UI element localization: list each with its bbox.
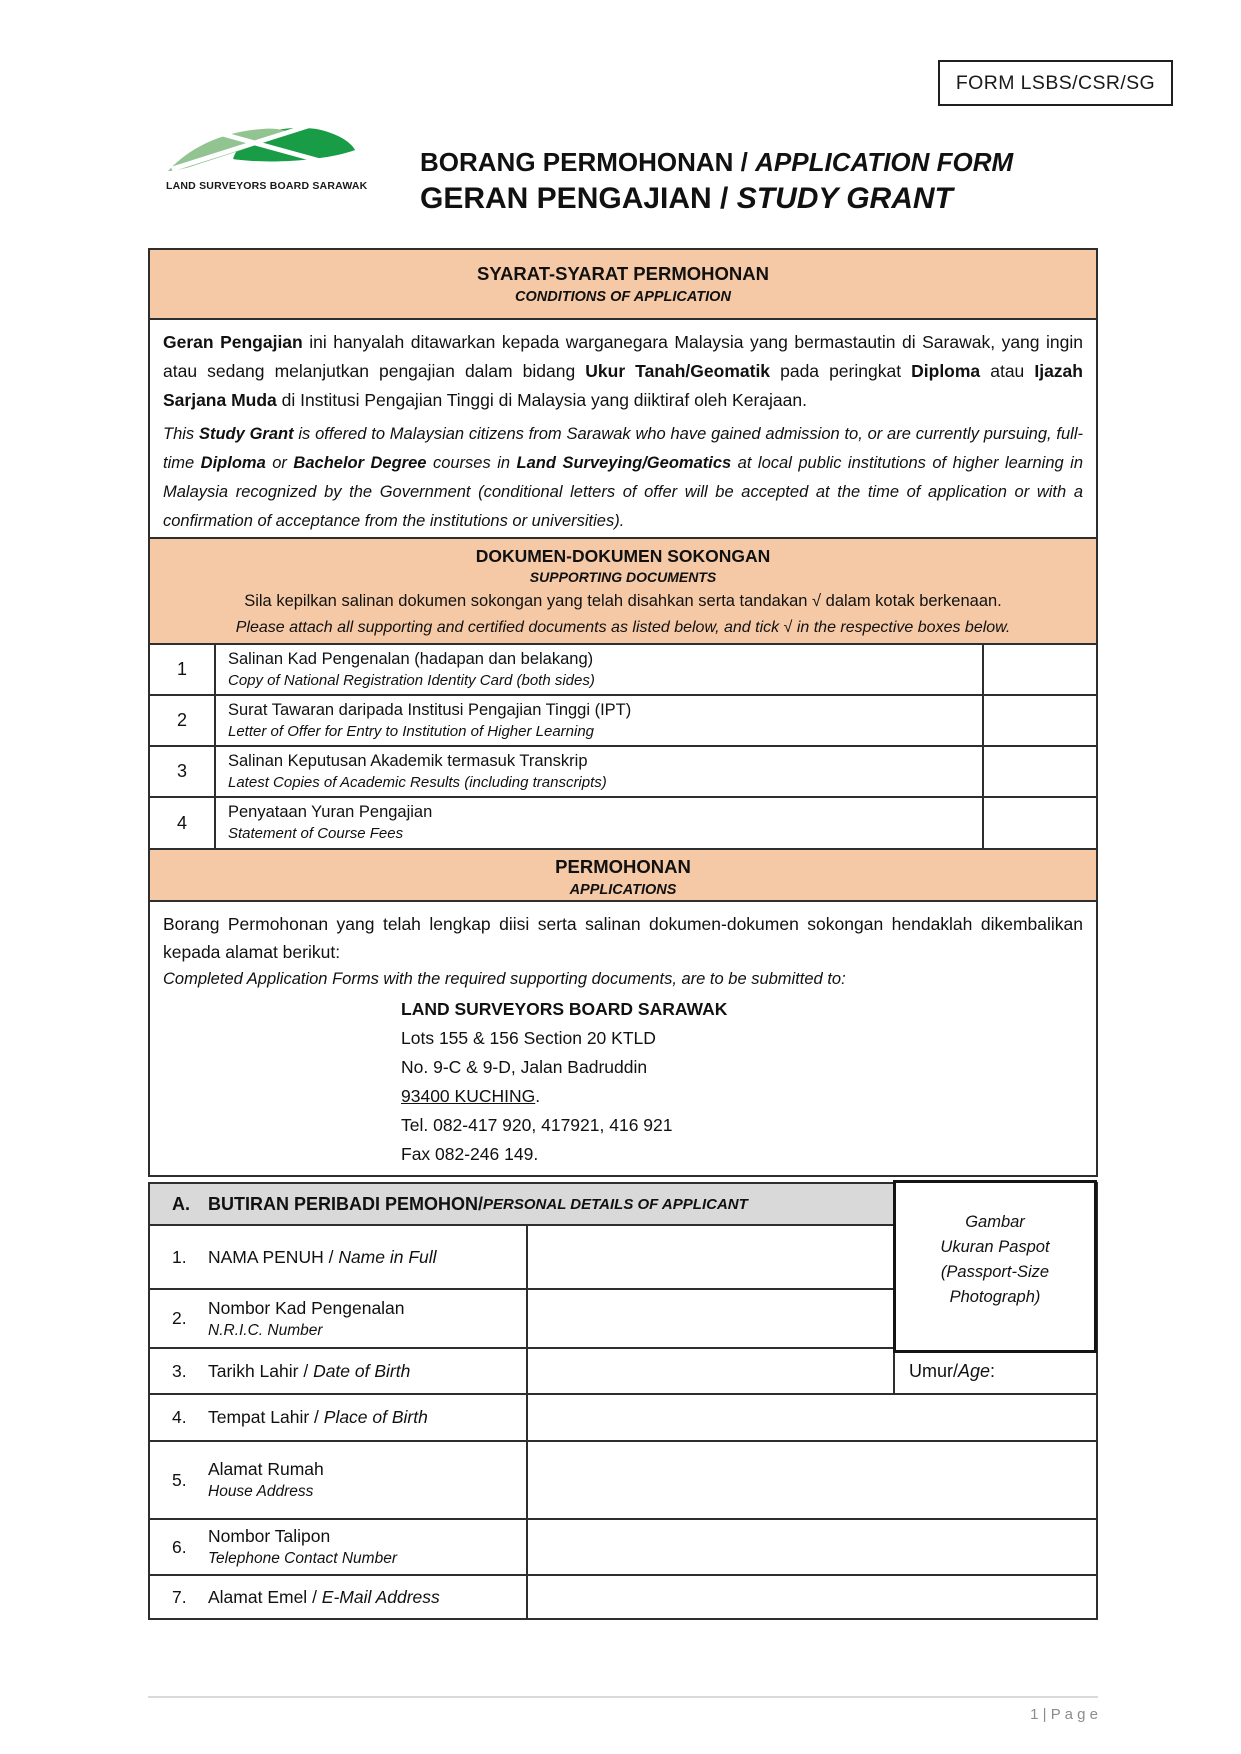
- title-line-2: [420, 179, 1013, 219]
- address-line-1: Lots 155 & 156 Section 20 KTLD: [401, 1028, 656, 1048]
- document-4-my: Penyataan Yuran Pengajian: [228, 803, 433, 821]
- document-4-number: 4: [150, 798, 216, 848]
- logo: [166, 120, 368, 192]
- telephone-number-input[interactable]: [528, 1520, 1096, 1574]
- address-name: LAND SURVEYORS BOARD SARAWAK: [401, 999, 728, 1019]
- field-row-telephone: [150, 1520, 1096, 1576]
- conditions-header-en: CONDITIONS OF APPLICATION: [515, 289, 731, 305]
- form-title: [420, 146, 1013, 219]
- title-line1-my: BORANG PERMOHONAN: [420, 147, 734, 177]
- field-3-label: 3. Tarikh Lahir / Date of Birth: [150, 1349, 528, 1393]
- title-line2-my: GERAN PENGAJIAN: [420, 182, 712, 215]
- section-a-title-en: PERSONAL DETAILS OF APPLICANT: [483, 1195, 748, 1213]
- address-city: 93400 KUCHING.: [401, 1086, 541, 1106]
- document-4-en: Statement of Course Fees: [228, 825, 404, 842]
- conditions-paragraph-my: Geran Pengajian ini hanyalah ditawarkan kepada warganegara Malaysia yang bermastautin di Sarawak, yang ingin atau sedang melanjutkan pengajian dalam bidang Ukur Tanah/Geomatik pada peringkat Diploma atau Ijazah Sarjana Muda di Institusi Pengajian Tinggi di Malaysia yang diiktiraf oleh Kerajaan.: [163, 332, 1083, 410]
- document-2-en: Letter of Offer for Entry to Institution of Higher Learning: [228, 723, 595, 740]
- field-7-number: 7.: [172, 1586, 187, 1607]
- field-row-pob: [150, 1395, 1096, 1442]
- age-label-en: Age: [958, 1360, 991, 1381]
- form-code-label: FORM LSBS/CSR/SG: [955, 71, 1156, 94]
- documents-header-my: DOKUMEN-DOKUMEN SOKONGAN: [475, 546, 771, 566]
- conditions-header: [150, 250, 1096, 320]
- field-1-number: 1.: [172, 1246, 187, 1267]
- document-3-en: Latest Copies of Academic Results (including transcripts): [228, 774, 607, 791]
- field-3-number: 3.: [172, 1360, 187, 1381]
- title-line2-sep: /: [711, 182, 737, 215]
- applications-paragraph-my: Borang Permohonan yang telah lengkap diisi serta salinan dokumen-dokumen sokongan hendaklah dikembalikan kepada alamat berikut:: [163, 914, 1083, 962]
- address-tel: Tel. 082-417 920, 417921, 416 921: [401, 1115, 673, 1135]
- document-4-description: [216, 798, 984, 848]
- field-2-number: 2.: [172, 1308, 187, 1328]
- personal-details-table: [148, 1182, 1098, 1620]
- document-2-my: Surat Tawaran daripada Institusi Pengajian Tinggi (IPT): [228, 701, 632, 719]
- applications-header-en: APPLICATIONS: [569, 882, 677, 898]
- title-line1-sep: /: [733, 147, 756, 177]
- document-1-tickbox[interactable]: [984, 645, 1096, 694]
- section-a-title-sep: /: [478, 1193, 484, 1214]
- email-address-input[interactable]: [528, 1576, 1096, 1618]
- section-a-title-my: BUTIRAN PERIBADI PEMOHON: [208, 1193, 479, 1214]
- document-1-en: Copy of National Registration Identity Card (both sides): [228, 672, 595, 689]
- place-of-birth-input[interactable]: [528, 1395, 1096, 1440]
- applications-paragraph-en: Completed Application Forms with the required supporting documents, are to be submitted to:: [163, 970, 846, 988]
- field-6-number: 6.: [172, 1536, 187, 1557]
- info-table: [148, 248, 1098, 1177]
- section-a-letter: A.: [172, 1193, 190, 1214]
- applications-header-my: PERMOHONAN: [555, 856, 691, 877]
- title-line2-en: STUDY GRANT: [736, 182, 953, 215]
- documents-header-en: SUPPORTING DOCUMENTS: [529, 569, 717, 585]
- documents-instruction-my: Sila kepilkan salinan dokumen sokongan yang telah disahkan serta tandakan √ dalam kotak berkenaan.: [244, 592, 1002, 610]
- document-1-description: [216, 645, 984, 694]
- field-row-dob: [150, 1349, 1096, 1395]
- house-address-input[interactable]: [528, 1442, 1096, 1518]
- field-1-label: 1. NAMA PENUH / Name in Full: [150, 1226, 528, 1288]
- document-3-tickbox[interactable]: [984, 747, 1096, 796]
- form-code-box: [938, 60, 1173, 106]
- age-cell[interactable]: [895, 1349, 1096, 1393]
- age-colon: :: [990, 1360, 996, 1381]
- document-row-2: [150, 696, 1096, 747]
- field-5-label: 5. Alamat Rumah House Address: [150, 1442, 528, 1518]
- lsbs-logo-icon: [166, 120, 358, 178]
- applications-header: [150, 850, 1096, 902]
- logo-text: LAND SURVEYORS BOARD SARAWAK: [166, 180, 368, 192]
- document-1-my: Salinan Kad Pengenalan (hadapan dan belakang): [228, 650, 594, 668]
- age-sep: /: [953, 1360, 959, 1381]
- age-label-my: Umur: [909, 1360, 953, 1381]
- field-row-email: [150, 1576, 1096, 1618]
- address-fax: Fax 082-246 149.: [401, 1144, 539, 1164]
- document-4-tickbox[interactable]: [984, 798, 1096, 848]
- document-3-number: 3: [150, 747, 216, 796]
- field-7-label: 7. Alamat Emel / E-Mail Address: [150, 1576, 528, 1618]
- document-row-4: [150, 798, 1096, 850]
- field-row-house-address: [150, 1442, 1096, 1520]
- document-2-tickbox[interactable]: [984, 696, 1096, 745]
- photo-box-line-1: Gambar: [965, 1212, 1025, 1231]
- passport-photo-box[interactable]: [893, 1180, 1097, 1353]
- conditions-body: [150, 320, 1096, 539]
- footer-divider: [148, 1696, 1098, 1698]
- board-address: [401, 995, 1083, 1169]
- page-number: 1 | P a g e: [1030, 1706, 1098, 1723]
- documents-header: [150, 539, 1096, 645]
- photo-box-line-4: Photograph): [949, 1287, 1041, 1306]
- document-3-my: Salinan Keputusan Akademik termasuk Transkrip: [228, 752, 588, 770]
- photo-box-line-3: (Passport-Size: [940, 1262, 1050, 1281]
- document-row-1: [150, 645, 1096, 696]
- field-5-number: 5.: [172, 1469, 187, 1490]
- title-line-1: [420, 146, 1013, 179]
- title-line1-en: APPLICATION FORM: [755, 147, 1014, 177]
- document-row-3: [150, 747, 1096, 798]
- field-4-label: 4. Tempat Lahir / Place of Birth: [150, 1395, 528, 1440]
- date-of-birth-input[interactable]: [528, 1349, 895, 1393]
- address-line-2: No. 9-C & 9-D, Jalan Badruddin: [401, 1057, 648, 1077]
- field-4-number: 4.: [172, 1407, 187, 1427]
- field-6-label: 6. Nombor Talipon Telephone Contact Number: [150, 1520, 528, 1574]
- document-2-number: 2: [150, 696, 216, 745]
- conditions-header-my: SYARAT-SYARAT PERMOHONAN: [477, 263, 769, 284]
- photo-box-line-2: Ukuran Paspot: [940, 1237, 1050, 1256]
- document-2-description: [216, 696, 984, 745]
- document-3-description: [216, 747, 984, 796]
- conditions-paragraph-en: This Study Grant is offered to Malaysian citizens from Sarawak who have gained admission to, or are currently pursuing, full-time Diploma or Bachelor Degree courses in Land Surveying/Geomatics at local public institutions of higher learning in Malaysia recognized by the Government (conditional letters of offer will be accepted at the time of application or with a confirmation of acceptance from the institutions or universities).: [163, 425, 1084, 530]
- field-2-label: 2. Nombor Kad Pengenalan N.R.I.C. Number: [150, 1290, 528, 1347]
- documents-instruction-en: Please attach all supporting and certified documents as listed below, and tick √ in the respective boxes below.: [235, 619, 1011, 636]
- document-1-number: 1: [150, 645, 216, 694]
- applications-body: [150, 902, 1096, 1175]
